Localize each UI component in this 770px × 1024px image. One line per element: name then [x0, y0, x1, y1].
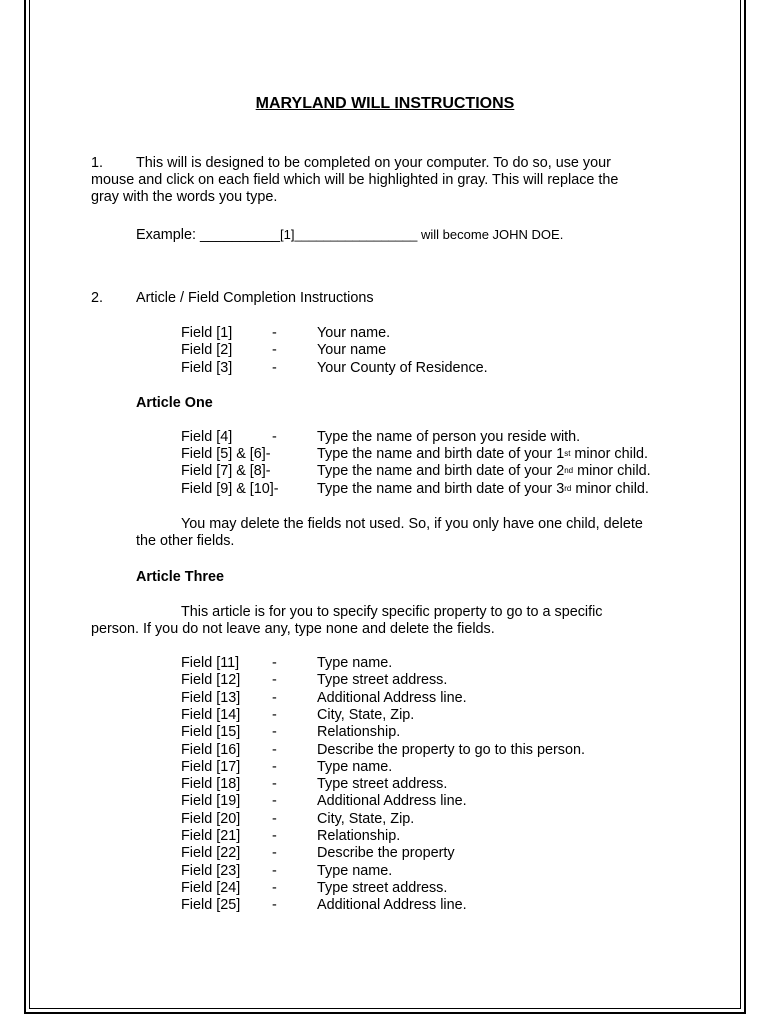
ordinal-suffix: rd	[564, 483, 572, 493]
field-dash: -	[272, 845, 277, 862]
article-three-heading: Article Three	[136, 569, 224, 585]
section1-line3: gray with the words you type.	[91, 189, 278, 205]
field-description: Type name.	[317, 862, 393, 879]
field-label: Field [18]	[181, 776, 241, 793]
section1-line2: mouse and click on each field which will be highlighted in gray. This will replace the	[91, 172, 619, 188]
field-dash: -	[272, 862, 277, 879]
field-label: Field [2]	[181, 342, 233, 359]
description-text: Type the name and birth date of your 3	[317, 480, 565, 497]
field-description	[317, 446, 648, 463]
field-label: Field [22]	[181, 845, 241, 862]
example-field[interactable]: [1]_________________	[280, 227, 418, 242]
field-dash: -	[272, 741, 277, 758]
field-dash: -	[272, 325, 277, 341]
field-dash: -	[272, 879, 277, 896]
field-description: Describe the property to go to this person.	[317, 741, 585, 758]
field-label: Field [12]	[181, 672, 241, 689]
field-label: Field [23]	[181, 862, 241, 879]
field-dash: -	[272, 758, 277, 775]
field-dash: -	[272, 828, 277, 844]
field-dash: -	[272, 810, 277, 827]
field-description: Additional Address line.	[317, 793, 467, 810]
field-label: Field [11]	[181, 655, 240, 671]
section1-number: 1.	[91, 155, 104, 171]
field-description: Additional Address line.	[317, 689, 467, 706]
field-description: Your name	[317, 342, 387, 359]
description-text-end: minor child.	[571, 480, 649, 497]
article-one-note-line1: You may delete the fields not used. So, if you only have one child, delete	[181, 516, 643, 532]
field-dash: -	[272, 342, 277, 359]
field-dash: -	[272, 776, 277, 793]
field-description: Type name.	[317, 655, 393, 671]
description-text: Type the name and birth date of your 1	[317, 446, 565, 462]
field-description: Your name.	[317, 325, 391, 341]
description-text-end: minor child.	[573, 463, 651, 480]
field-dash: -	[272, 429, 277, 445]
field-label: Field [13]	[181, 689, 241, 706]
example-result: will become JOHN DOE.	[417, 227, 564, 242]
field-label: Field [14]	[181, 706, 241, 723]
example-line	[136, 226, 563, 244]
field-description: Type street address.	[317, 879, 448, 896]
field-label: Field [20]	[181, 810, 241, 827]
field-label: Field [3]	[181, 359, 233, 376]
field-description: Relationship.	[317, 724, 401, 741]
field-dash: -	[272, 724, 277, 741]
document-title: MARYLAND WILL INSTRUCTIONS	[255, 95, 515, 112]
field-label: Field [1]	[181, 325, 233, 341]
field-description: Type the name of person you reside with.	[317, 429, 581, 445]
field-dash: -	[272, 655, 277, 671]
field-description: Additional Address line.	[317, 897, 467, 914]
field-label: Field [16]	[181, 741, 241, 758]
section2-number: 2.	[91, 290, 104, 306]
field-description	[317, 481, 649, 498]
field-dash: -	[272, 897, 277, 914]
field-dash: -	[272, 706, 277, 723]
section2-heading: Article / Field Completion Instructions	[136, 290, 374, 306]
field-description: Type street address.	[317, 776, 448, 793]
field-dash: -	[272, 672, 277, 689]
field-description: Type street address.	[317, 672, 448, 689]
article-one-note-line2: the other fields.	[136, 533, 235, 549]
example-label: Example: __________	[136, 227, 281, 243]
field-description: Describe the property	[317, 845, 455, 862]
field-label: Field [19]	[181, 793, 241, 810]
field-label: Field [15]	[181, 724, 241, 741]
ordinal-suffix: nd	[564, 466, 574, 476]
article-one-heading: Article One	[136, 395, 213, 411]
article-three-intro-line1: This article is for you to specify specific property to go to a specific	[181, 604, 603, 620]
field-label: Field [24]	[181, 879, 241, 896]
field-label: Field [17]	[181, 758, 241, 775]
article-three-intro-line2: person. If you do not leave any, type none and delete the fields.	[91, 621, 495, 637]
field-label: Field [7] & [8]-	[181, 463, 271, 480]
field-label: Field [25]	[181, 897, 241, 914]
field-dash: -	[272, 689, 277, 706]
field-description: Type name.	[317, 758, 393, 775]
field-label: Field [9] & [10]-	[181, 480, 279, 497]
field-description: City, State, Zip.	[317, 810, 415, 827]
description-text-end: minor child.	[570, 446, 649, 462]
field-description: Your County of Residence.	[317, 359, 488, 376]
description-text: Type the name and birth date of your 2	[317, 463, 565, 480]
field-dash: -	[272, 359, 277, 376]
field-label: Field [5] & [6]-	[181, 446, 271, 462]
section1-line1: This will is designed to be completed on your computer. To do so, use your	[136, 155, 611, 171]
field-label: Field [4]	[181, 429, 233, 445]
field-dash: -	[272, 793, 277, 810]
field-description	[317, 463, 651, 480]
ordinal-suffix: st	[564, 449, 571, 458]
field-description: City, State, Zip.	[317, 706, 415, 723]
field-description: Relationship.	[317, 828, 401, 844]
field-label: Field [21]	[181, 828, 241, 844]
